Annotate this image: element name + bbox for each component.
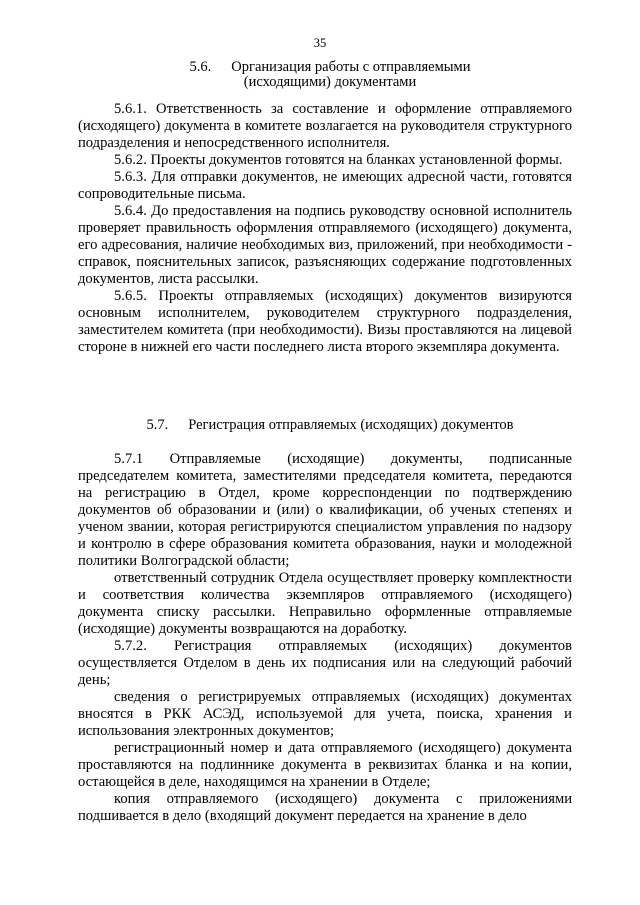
section-heading-line-1 <box>100 60 560 75</box>
section-heading-5-7 <box>100 418 560 433</box>
paragraph-5-7-1-b: ответственный сотрудник Отдела осуществляет проверку комплектности и соответствия количества экземпляров отправляемого (исходящего) документа списку рассылки. Неправильно оформленные отправляемые (исходящие) документы возвращаются на доработку. <box>78 570 572 637</box>
paragraph-5-6-1: 5.6.1. Ответственность за составление и оформление отправляемого (исходящего) документа в комитете возлагается на руководителя структурного подразделения и непосредственного исполнителя. <box>78 101 572 151</box>
paragraph-5-6-4: 5.6.4. До предоставления на подпись руководству основной исполнитель проверяет правильность оформления отправляемого (исходящего) документа, его адресования, наличие необходимых виз, приложений, при необходимости - справок, пояснительных записок, разъясняющих содержание подготовленных документов, листа рассылки. <box>78 203 572 287</box>
paragraph-5-6-3: 5.6.3. Для отправки документов, не имеющих адресной части, готовятся сопроводительные письма. <box>78 169 572 202</box>
section-body-5-7 <box>78 451 572 825</box>
section-heading-line-1 <box>100 418 560 433</box>
section-title: Организация работы с отправляемыми <box>231 59 471 75</box>
paragraph-5-7-2-b: сведения о регистрируемых отправляемых (исходящих) документах вносятся в РКК АСЭД, используемой для учета, поиска, хранения и использования электронных документов; <box>78 689 572 739</box>
paragraph-5-7-2-d: копия отправляемого (исходящего) документа с приложениями подшивается в дело (входящий документ передается на хранение в дело <box>78 791 572 824</box>
section-heading-line-2: (исходящими) документами <box>243 74 417 90</box>
paragraph-5-7-2: 5.7.2. Регистрация отправляемых (исходящих) документов осуществляется Отделом в день их подписания или на следующий рабочий день; <box>78 638 572 688</box>
section-number: 5.7. <box>146 417 169 433</box>
paragraph-5-6-5: 5.6.5. Проекты отправляемых (исходящих) документов визируются основным исполнителем, руководителем структурного подразделения, заместителем комитета (при необходимости). Визы проставляются на лицевой стороне в нижней его части последнего листа второго экземпляра документа. <box>78 288 572 355</box>
page-number: 35 <box>313 36 327 50</box>
section-title: Регистрация отправляемых (исходящих) документов <box>188 417 514 433</box>
paragraph-5-7-1: 5.7.1 Отправляемые (исходящие) документы, подписанные председателем комитета, заместителями председателя комитета, передаются на регистрацию в Отдел, кроме корреспонденции по подтверждению документов об образовании и (или) о квалификации, об ученых степенях и ученом звании, которая регистрируются специалистом управления по надзору и контролю в сфере образования комитета образования, науки и молодежной политики Волгоградской области; <box>78 451 572 569</box>
paragraph-5-7-2-c: регистрационный номер и дата отправляемого (исходящего) документа проставляются на подлиннике документа в реквизитах бланка и на копии, остающейся в деле, находящимся на хранении в Отделе; <box>78 740 572 790</box>
section-body-5-6 <box>78 101 572 356</box>
section-heading-5-6 <box>100 60 560 90</box>
section-number: 5.6. <box>189 59 212 75</box>
paragraph-5-6-2: 5.6.2. Проекты документов готовятся на бланках установленной формы. <box>114 152 563 168</box>
